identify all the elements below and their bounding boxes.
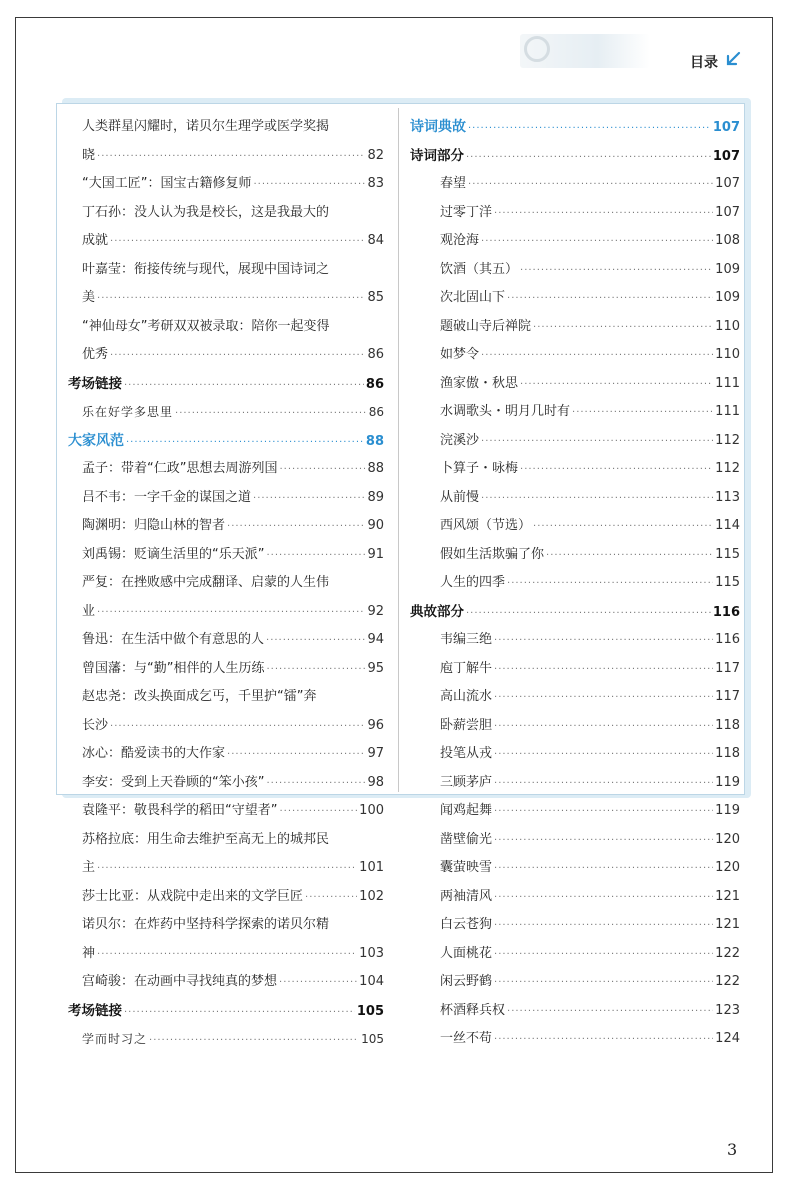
toc-entry-title: “神仙母女”考研双双被录取：陪你一起变得	[82, 318, 330, 334]
toc-entry[interactable]	[410, 541, 740, 570]
toc-entry[interactable]	[410, 569, 740, 598]
leader-dots	[494, 200, 713, 229]
toc-page-number: 105	[356, 1003, 384, 1019]
toc-entry-title: 陶渊明：归隐山林的智者	[82, 518, 226, 533]
toc-entry-title: 人生的四季	[440, 575, 506, 590]
leader-dots	[494, 770, 713, 799]
toc-entry-title: 投笔从戎	[440, 746, 493, 761]
leader-dots	[494, 741, 713, 770]
toc-page-number: 117	[715, 689, 740, 704]
toc-entry-title-continued: 成就	[82, 233, 109, 248]
toc-page-number: 101	[359, 860, 384, 875]
toc-page-number: 109	[715, 290, 740, 305]
header-title: 目录	[690, 55, 718, 71]
toc-entry[interactable]	[68, 797, 384, 826]
toc-entry-continuation[interactable]	[68, 712, 384, 741]
toc-entry[interactable]	[68, 683, 384, 712]
toc-entry-title-continued: 神	[82, 945, 96, 961]
toc-entry-title: 一丝不苟	[440, 1031, 493, 1046]
toc-entry[interactable]	[410, 1025, 740, 1054]
toc-page-number: 114	[715, 518, 740, 533]
toc-page-number: 89	[367, 489, 384, 505]
toc-page-number: 119	[715, 803, 740, 818]
toc-page-number: 85	[367, 290, 384, 305]
toc-entry-continuation[interactable]	[68, 341, 384, 370]
toc-page-number: 109	[715, 261, 740, 277]
leader-dots	[481, 428, 713, 457]
leader-dots	[124, 999, 355, 1028]
leader-dots	[97, 599, 365, 628]
toc-entry[interactable]	[68, 484, 384, 513]
toc-chapter-heading[interactable]	[68, 427, 384, 456]
leader-dots	[266, 770, 365, 799]
leader-dots	[305, 884, 357, 913]
toc-entry-title-continued: 长沙	[82, 717, 109, 733]
toc-page-number: 88	[365, 433, 384, 449]
toc-entry-continuation[interactable]	[68, 854, 384, 883]
toc-entry[interactable]	[410, 655, 740, 684]
toc-page-number: 103	[359, 945, 384, 961]
toc-entry[interactable]	[68, 170, 384, 199]
toc-entry-title: 西风颂（节选）	[440, 518, 532, 533]
leader-dots	[572, 399, 713, 428]
toc-entry-title-continued: 优秀	[82, 347, 109, 362]
toc-chapter-heading[interactable]	[410, 113, 740, 142]
leader-dots	[494, 713, 713, 742]
toc-page-number: 102	[359, 888, 384, 904]
toc-section-heading[interactable]	[410, 598, 740, 627]
toc-entry-title: 凿壁偷光	[440, 831, 493, 847]
toc-entry-title: 过零丁洋	[440, 204, 493, 220]
toc-page-number: 110	[715, 318, 740, 334]
toc-entry[interactable]	[410, 455, 740, 484]
leader-dots	[466, 600, 711, 629]
leader-dots	[149, 1027, 359, 1056]
toc-entry[interactable]	[68, 455, 384, 484]
leader-dots	[507, 570, 713, 599]
leader-dots	[253, 485, 365, 514]
column-divider	[398, 108, 399, 792]
toc-entry-title: 卧薪尝胆	[440, 717, 493, 733]
toc-page-number: 95	[367, 660, 384, 676]
toc-entry[interactable]	[68, 883, 384, 912]
toc-entry[interactable]	[410, 256, 740, 285]
toc-page-number: 92	[367, 603, 384, 619]
toc-page-number: 84	[367, 233, 384, 248]
toc-entry[interactable]	[410, 940, 740, 969]
toc-entry[interactable]	[410, 683, 740, 712]
leader-dots	[97, 285, 365, 314]
toc-entry[interactable]	[410, 911, 740, 940]
leader-dots	[494, 855, 713, 884]
toc-entry[interactable]	[68, 911, 384, 940]
toc-page-number: 122	[715, 945, 740, 961]
leader-dots	[279, 798, 357, 827]
toc-page-number: 110	[715, 347, 740, 362]
toc-entry-title: 白云苍狗	[440, 917, 493, 932]
toc-entry[interactable]	[410, 170, 740, 199]
toc-entry[interactable]	[410, 484, 740, 513]
toc-page-number: 111	[715, 375, 740, 391]
toc-entry-title-continued: 晓	[82, 147, 96, 163]
leader-dots	[279, 456, 365, 485]
toc-entry-title: 水调歌头・明月几时有	[440, 404, 571, 419]
toc-page-number: 111	[715, 404, 740, 419]
toc-entry[interactable]	[68, 655, 384, 684]
toc-entry-title: 袁隆平：敬畏科学的稻田“守望者”	[82, 803, 278, 818]
toc-page-number: 107	[712, 120, 740, 135]
toc-entry-title: 苏格拉底：用生命去维护至高无上的城邦民	[82, 831, 330, 847]
toc-left-column	[68, 113, 384, 1054]
toc-entry-title: 囊萤映雪	[440, 860, 493, 875]
toc-entry-title: 莎士比亚：从戏院中走出来的文学巨匠	[82, 888, 304, 904]
toc-entry[interactable]	[410, 427, 740, 456]
toc-entry-title: 人面桃花	[440, 945, 493, 961]
leader-dots	[494, 941, 713, 970]
toc-page-number: 116	[712, 604, 740, 620]
toc-entry[interactable]	[68, 569, 384, 598]
toc-entry[interactable]	[68, 256, 384, 285]
toc-entry[interactable]	[68, 826, 384, 855]
toc-entry-title: 卜算子・咏梅	[440, 461, 519, 476]
toc-entry-title: 庖丁解牛	[440, 660, 493, 676]
toc-page-number: 119	[715, 774, 740, 790]
leader-dots	[494, 1026, 713, 1055]
toc-page-number: 96	[367, 717, 384, 733]
toc-entry-title: 孟子：带着“仁政”思想去周游列国	[82, 461, 278, 476]
toc-entry-title: 叶嘉莹：衔接传统与现代，展现中国诗词之	[82, 261, 330, 277]
header-decoration	[520, 34, 650, 68]
leader-dots	[175, 400, 367, 429]
leader-dots	[481, 485, 713, 514]
toc-entry-title: 曾国藩：与“勤”相伴的人生历练	[82, 660, 265, 676]
leader-dots	[481, 342, 713, 371]
leader-dots	[110, 342, 365, 371]
leader-dots	[227, 513, 365, 542]
toc-page-number: 104	[359, 974, 384, 989]
leader-dots	[533, 513, 713, 542]
toc-entry[interactable]	[410, 826, 740, 855]
toc-page-number: 121	[715, 888, 740, 904]
toc-page-number: 107	[715, 204, 740, 220]
toc-entry-title: 杯酒释兵权	[440, 1002, 506, 1018]
leader-dots	[97, 855, 357, 884]
toc-entry[interactable]	[410, 769, 740, 798]
toc-entry[interactable]	[410, 968, 740, 997]
toc-page-number: 86	[367, 347, 384, 362]
toc-entry-continuation[interactable]	[68, 598, 384, 627]
leader-dots	[507, 285, 713, 314]
toc-entry-title: 诗词典故	[410, 119, 466, 135]
toc-entry-title: 假如生活欺骗了你	[440, 546, 545, 562]
toc-page-number: 100	[359, 803, 384, 818]
toc-entry-title: 考场链接	[68, 1002, 122, 1019]
toc-entry[interactable]	[68, 113, 384, 142]
leader-dots	[266, 656, 365, 685]
toc-entry[interactable]	[410, 398, 740, 427]
leader-dots	[124, 372, 364, 401]
toc-entry-title: 高山流水	[440, 689, 493, 704]
toc-section-heading[interactable]	[68, 997, 384, 1026]
leader-dots	[227, 741, 365, 770]
leader-dots	[546, 542, 713, 571]
leader-dots	[533, 314, 713, 343]
leader-dots	[468, 115, 711, 144]
toc-page-number: 112	[715, 432, 740, 448]
leader-dots	[481, 228, 713, 257]
toc-sub-entry[interactable]	[68, 1025, 384, 1054]
toc-entry[interactable]	[410, 712, 740, 741]
toc-entry[interactable]	[410, 740, 740, 769]
toc-page-number: 107	[712, 148, 740, 164]
toc-entry-title-continued: 主	[82, 860, 96, 875]
leader-dots	[494, 912, 713, 941]
toc-page-number: 108	[715, 233, 740, 248]
leader-dots	[507, 998, 713, 1027]
leader-dots	[266, 627, 365, 656]
leader-dots	[126, 429, 364, 458]
toc-page-number: 117	[715, 660, 740, 676]
leader-dots	[253, 171, 365, 200]
leader-dots	[494, 684, 713, 713]
toc-entry-title: 观沧海	[440, 233, 480, 248]
toc-entry-title: 饮酒（其五）	[440, 261, 519, 277]
page-number: 3	[727, 1140, 738, 1159]
toc-page-number: 88	[367, 461, 384, 476]
toc-entry[interactable]	[410, 227, 740, 256]
toc-entry-title: 鲁迅：在生活中做个有意思的人	[82, 632, 265, 647]
leader-dots	[520, 371, 713, 400]
toc-entry-title: 次北固山下	[440, 290, 506, 305]
leader-dots	[494, 884, 713, 913]
toc-entry-title: 闲云野鹤	[440, 974, 493, 989]
toc-page-number: 86	[368, 405, 384, 419]
toc-entry-continuation[interactable]	[68, 227, 384, 256]
toc-entry-continuation[interactable]	[68, 142, 384, 171]
toc-entry[interactable]	[68, 769, 384, 798]
toc-page-number: 105	[361, 1032, 384, 1046]
toc-entry[interactable]	[410, 284, 740, 313]
toc-page-number: 118	[715, 746, 740, 761]
header-ring-icon	[524, 36, 550, 62]
toc-entry[interactable]	[410, 512, 740, 541]
toc-entry[interactable]	[68, 512, 384, 541]
leader-dots	[520, 257, 713, 286]
toc-entry-title: 春望	[440, 176, 467, 191]
leader-dots	[279, 969, 357, 998]
toc-page-number: 123	[715, 1002, 740, 1018]
toc-entry-title: 从前慢	[440, 489, 480, 505]
leader-dots	[266, 542, 365, 571]
toc-entry-title: 渔家傲・秋思	[440, 375, 519, 391]
toc-entry-continuation[interactable]	[68, 284, 384, 313]
toc-sub-entry[interactable]	[68, 398, 384, 427]
toc-page-number: 107	[715, 176, 740, 191]
toc-entry[interactable]	[68, 541, 384, 570]
toc-page-number: 82	[367, 147, 384, 163]
toc-entry[interactable]	[68, 968, 384, 997]
toc-entry-title: 韦编三绝	[440, 632, 493, 647]
leader-dots	[110, 228, 365, 257]
toc-entry-title: 典故部分	[410, 603, 464, 620]
leader-dots	[466, 144, 711, 173]
toc-entry[interactable]	[410, 341, 740, 370]
toc-entry-title: 严复：在挫败感中完成翻译、启蒙的人生伟	[82, 575, 330, 590]
toc-entry[interactable]	[410, 626, 740, 655]
toc-page-number: 90	[367, 518, 384, 533]
leader-dots	[494, 798, 713, 827]
toc-entry[interactable]	[410, 797, 740, 826]
toc-entry[interactable]	[68, 313, 384, 342]
leader-dots	[97, 143, 365, 172]
toc-page-number: 98	[367, 774, 384, 790]
toc-right-column	[410, 113, 740, 1054]
toc-entry[interactable]	[410, 854, 740, 883]
toc-entry-title: 三顾茅庐	[440, 774, 493, 790]
leader-dots	[494, 627, 713, 656]
leader-dots	[494, 969, 713, 998]
toc-section-heading[interactable]	[410, 142, 740, 171]
toc-entry[interactable]	[410, 370, 740, 399]
toc-entry-title: 李安：受到上天眷顾的“笨小孩”	[82, 774, 265, 790]
toc-page-number: 94	[367, 632, 384, 647]
toc-entry[interactable]	[68, 740, 384, 769]
toc-page-number: 120	[715, 860, 740, 875]
toc-entry-title: 大家风范	[68, 432, 124, 449]
toc-entry-title: 题破山寺后禅院	[440, 318, 532, 334]
toc-entry-title: 赵忠尧：改头换面成乞丐，千里护“镭”奔	[82, 689, 317, 704]
toc-entry-title: 闻鸡起舞	[440, 803, 493, 818]
toc-entry-title-continued: 业	[82, 603, 96, 619]
toc-entry-title: 诗词部分	[410, 147, 464, 164]
toc-entry-title: 吕不韦：一字千金的谋国之道	[82, 489, 252, 505]
toc-page-number: 113	[715, 489, 740, 505]
toc-page-number: 116	[715, 632, 740, 647]
toc-entry[interactable]	[68, 199, 384, 228]
leader-dots	[520, 456, 713, 485]
leader-dots	[110, 713, 365, 742]
toc-entry-title: 考场链接	[68, 375, 122, 392]
toc-entry-title: 刘禹锡：贬谪生活里的“乐天派”	[82, 546, 265, 562]
toc-page-number: 91	[367, 546, 384, 562]
toc-page-number: 115	[715, 546, 740, 562]
toc-entry-title: 丁石孙：没人认为我是校长，这是我最大的	[82, 204, 330, 220]
toc-page-number: 121	[715, 917, 740, 932]
page-header	[520, 30, 755, 78]
toc-entry[interactable]	[410, 199, 740, 228]
leader-dots	[97, 941, 357, 970]
toc-page-number: 115	[715, 575, 740, 590]
toc-page-number: 112	[715, 461, 740, 476]
toc-entry-title: 诺贝尔：在炸药中坚持科学探索的诺贝尔精	[82, 917, 330, 932]
toc-entry-title: 冰心：酷爱读书的大作家	[82, 746, 226, 761]
toc-page-number: 118	[715, 717, 740, 733]
toc-page-number: 86	[365, 376, 384, 392]
toc-entry-title: 学而时习之	[82, 1032, 148, 1046]
toc-page-number: 83	[367, 176, 384, 191]
toc-entry-title: 如梦令	[440, 347, 480, 362]
toc-entry-title: 乐在好学多思里	[82, 405, 174, 419]
leader-dots	[468, 171, 713, 200]
toc-section-heading[interactable]	[68, 370, 384, 399]
toc-entry[interactable]	[68, 626, 384, 655]
toc-page-number: 97	[367, 746, 384, 761]
leader-dots	[494, 827, 713, 856]
toc-entry[interactable]	[410, 883, 740, 912]
toc-entry[interactable]	[410, 997, 740, 1026]
toc-page-number: 120	[715, 831, 740, 847]
toc-page-number: 122	[715, 974, 740, 989]
arrow-down-left-icon	[724, 50, 742, 68]
toc-entry-title: 两袖清风	[440, 888, 493, 904]
toc-entry-title: 宫崎骏：在动画中寻找纯真的梦想	[82, 974, 278, 989]
toc-entry-title-continued: 美	[82, 290, 96, 305]
leader-dots	[494, 656, 713, 685]
toc-entry-title: 人类群星闪耀时，诺贝尔生理学或医学奖揭	[82, 119, 330, 134]
toc-entry-title: 浣溪沙	[440, 432, 480, 448]
toc-page-number: 124	[715, 1031, 740, 1046]
toc-entry-continuation[interactable]	[68, 940, 384, 969]
toc-entry-title: “大国工匠”：国宝古籍修复师	[82, 176, 252, 191]
toc-entry[interactable]	[410, 313, 740, 342]
